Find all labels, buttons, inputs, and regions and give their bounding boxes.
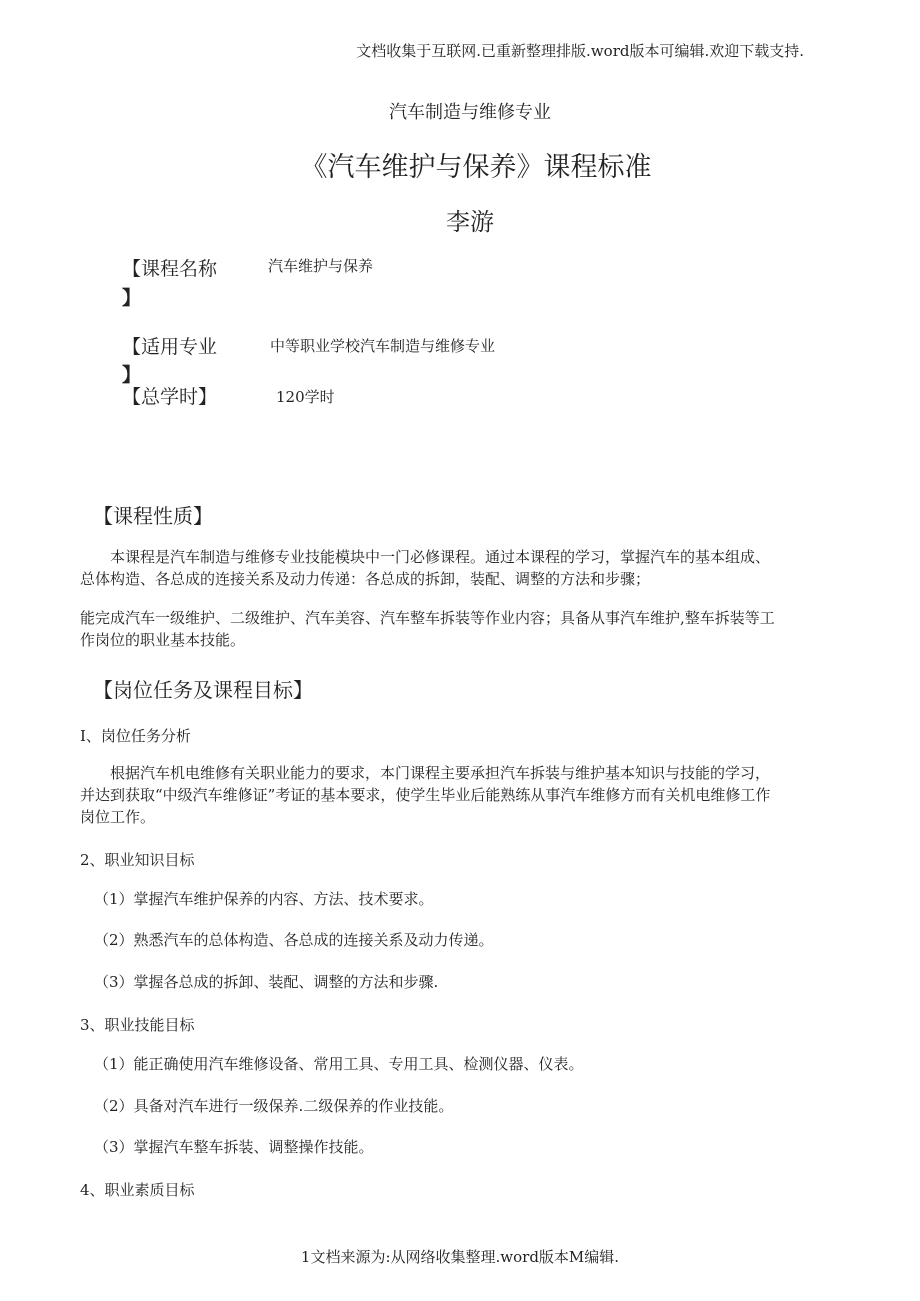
- hours-label: 【总学时】: [122, 386, 218, 408]
- list-item: （2）熟悉汽车的总体构造、各总成的连接关系及动力传递。: [94, 931, 494, 949]
- list-item: （3）掌握汽车整车拆装、调整操作技能。: [94, 1138, 374, 1156]
- nature-paragraph-1: 本课程是汽车制造与维修专业技能模块中一门必修课程。通过本课程的学习，掌握汽车的基本组成、总体构造、各总成的连接关系及动力传递：各总成的拆卸，装配、调整的方法和步骤；: [80, 548, 771, 588]
- goals-s2-title: 2、职业知识目标: [80, 851, 195, 869]
- list-item: （1）掌握汽车维护保养的内容、方法、技术要求。: [94, 890, 434, 908]
- list-item: （3）掌握各总成的拆卸、装配、调整的方法和步骤.: [94, 973, 439, 991]
- section-nature-heading: 【课程性质】: [93, 504, 213, 528]
- goals-s1-paragraph: 根据汽车机电维修有关职业能力的要求，本门课程主要承担汽车拆装与维护基本知识与技能的学习，并达到获取“中级汽车维修证”考证的基本要求，使学生毕业后能熟练从事汽车维修方而有关机电维修工作岗位工作。: [80, 764, 771, 826]
- course-name-label: 【课程名称: [122, 258, 218, 280]
- section-goals-heading: 【岗位任务及课程目标】: [93, 678, 313, 702]
- major-value: 中等职业学校汽车制造与维修专业: [270, 337, 496, 355]
- doc-subtitle: 汽车制造与维修专业: [389, 102, 551, 123]
- major-label-close: 】: [122, 364, 142, 386]
- nature-paragraph-2: 能完成汽车一级维护、二级维护、汽车美容、汽车整车拆装等作业内容；具备从事汽车维护,整车拆装等工作岗位的职业基本技能。: [80, 609, 775, 649]
- list-item: （1）能正确使用汽车维修设备、常用工具、专用工具、检测仪器、仪表。: [94, 1055, 584, 1073]
- header-note: 文档收集于互联网.已重新整理排版.word版本可编辑.欢迎下载支持.: [356, 42, 804, 60]
- course-name-value: 汽车维护与保养: [268, 257, 374, 275]
- list-item: （2）具备对汽车进行一级保养.二级保养的作业技能。: [94, 1097, 454, 1115]
- major-label: 【适用专业: [122, 336, 218, 358]
- goals-s4-title: 4、职业素质目标: [80, 1181, 195, 1199]
- course-name-label-close: 】: [122, 287, 142, 309]
- goals-s3-title: 3、职业技能目标: [80, 1016, 195, 1034]
- doc-title: 《汽车维护与保养》课程标准: [300, 152, 652, 183]
- hours-value: 120学时: [276, 388, 335, 406]
- footer-note: 1文档来源为:从网络收集整理.word版本M编辑.: [300, 1248, 620, 1266]
- goals-s1-title: I、岗位任务分析: [80, 727, 191, 745]
- doc-author: 李游: [446, 208, 494, 236]
